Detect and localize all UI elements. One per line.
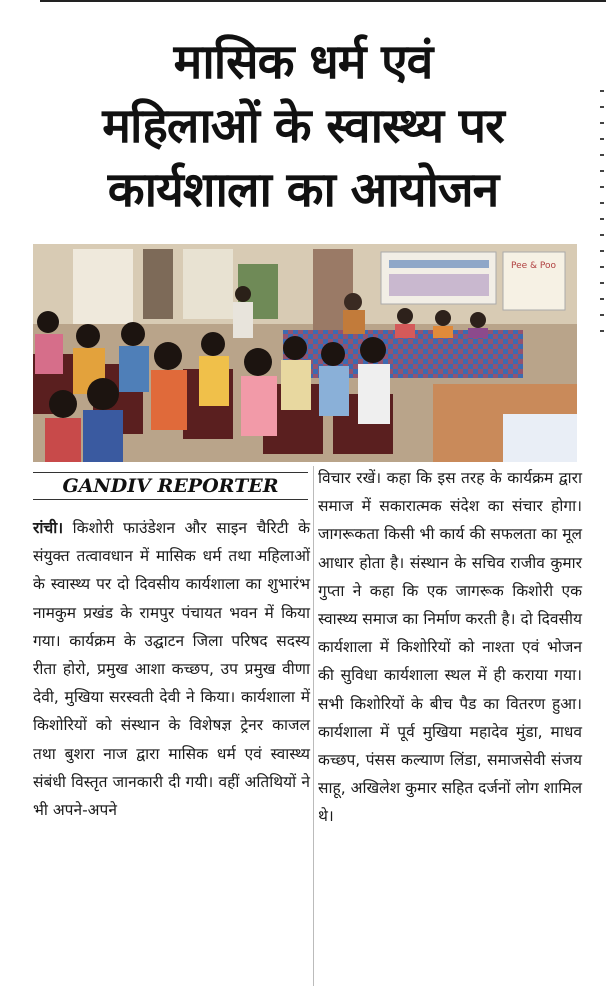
article-column-2 bbox=[318, 464, 582, 831]
column-1-text: किशोरी फाउंडेशन और साइन चैरिटी के संयुक्त तत्वावधान में मासिक धर्म तथा महिलाओं के स्वास्थ्य पर दो दिवसीय कार्यशाला का शुभारंभ नामकुम प्रखंड के रामपुर पंचायत भवन में किया गया। कार्यक्रम के उद्घाटन जिला परिषद सदस्य रीता होरो, प्रमुख आशा कच्छप, उप प्रमुख वीणा देवी, मुखिया सरस्वती देवी ने किया। कार्यशाला में किशोरियों को संस्थान के विशेषज्ञ ट्रेनर काजल तथा बुशरा नाज द्वारा मासिक धर्म एवं स्वास्थ्य संबंधी विस्तृत जानकारी दी गयी। वहीं अतिथियों ने भी अपने-अपने bbox=[33, 519, 310, 820]
byline: GANDIV REPORTER bbox=[33, 472, 308, 500]
top-rule bbox=[40, 0, 606, 8]
headline-line-3: कार्यशाला का आयोजन bbox=[107, 162, 499, 218]
article-column-1 bbox=[33, 514, 310, 824]
headline bbox=[18, 30, 588, 222]
headline-line-2: महिलाओं के स्वास्थ्य पर bbox=[102, 98, 504, 154]
page-edge-marks bbox=[600, 90, 606, 970]
event-photo bbox=[33, 244, 577, 462]
workshop-photo-illustration bbox=[33, 244, 577, 462]
dateline: रांची। bbox=[33, 519, 64, 537]
headline-line-1: मासिक धर्म एवं bbox=[173, 34, 433, 90]
column-divider bbox=[313, 466, 314, 986]
column-2-text: विचार रखें। कहा कि इस तरह के कार्यक्रम द्वारा समाज में सकारात्मक संदेश का संचार होगा। जागरूकता किसी भी कार्य की सफलता का मूल आधार होता है। संस्थान के सचिव राजीव कुमार गुप्ता ने कहा कि एक जागरूक किशोरी एक स्वास्थ्य समाज का निर्माण करती है। दो दिवसीय कार्यशाला में किशोरियों को नाश्ता एवं भोजन की सुविधा कार्यशाला स्थल में ही कराया गया। सभी किशोरियों के बीच पैड का वितरण हुआ। कार्यशाला में पूर्व मुखिया महादेव मुंडा, माधव कच्छप, पंसस कल्याण लिंडा, समाजसेवी संजय साहू, अखिलेश कुमार सहित दर्जनों लोग शामिल थे। bbox=[318, 469, 582, 826]
banner-text: Pee & Poo bbox=[511, 261, 557, 271]
